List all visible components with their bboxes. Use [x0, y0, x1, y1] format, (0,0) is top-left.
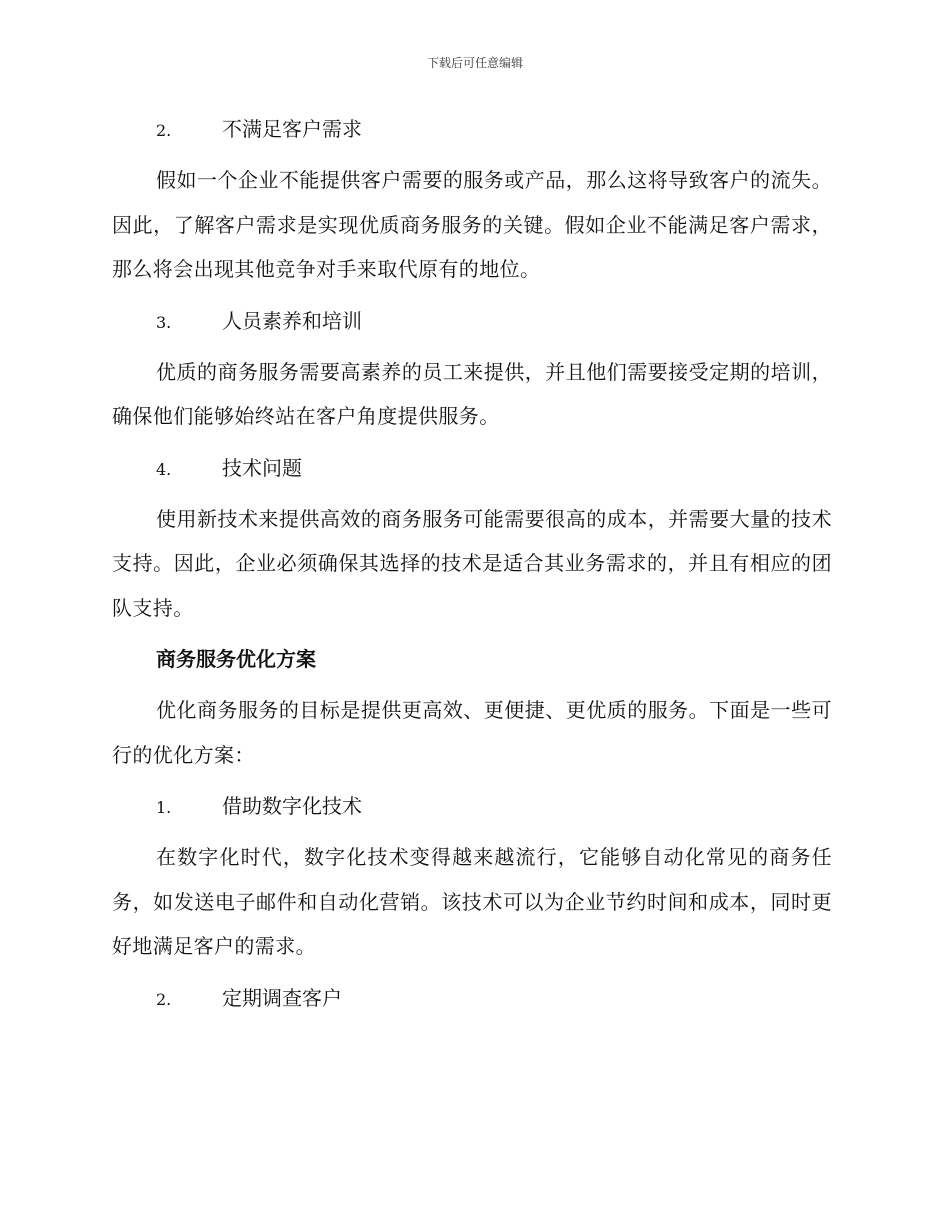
- document-body: [112, 112, 832, 1027]
- list-item-title: 技术问题: [222, 455, 302, 480]
- list-item-title: 不满足客户需求: [222, 117, 362, 141]
- paragraph: 优质的商务服务需要高素养的员工来提供，并且他们需要接受定期的培训，确保他们能够始终站在客户角度提供服务。: [112, 359, 832, 428]
- list-item-number: 2.: [156, 989, 172, 1009]
- list-item-title: 定期调查客户: [222, 985, 342, 1010]
- list-item-number: 1.: [156, 798, 172, 817]
- list-item-heading: [112, 451, 832, 485]
- paragraph: 优化商务服务的目标是提供更高效、更便捷、更优质的服务。下面是一些可行的优化方案：: [112, 698, 832, 767]
- list-item-number: 4.: [156, 459, 172, 479]
- list-item-number: 2.: [156, 121, 172, 140]
- list-item-heading: [112, 304, 832, 338]
- section-title: 商务服务优化方案: [156, 647, 316, 671]
- list-item-title: 借助数字化技术: [222, 794, 362, 818]
- page-header: 下载后可任意编辑: [426, 56, 523, 70]
- list-item-number: 3.: [156, 312, 172, 332]
- paragraph: 在数字化时代，数字化技术变得越来越流行，它能够自动化常见的商务任务，如发送电子邮件和自动化营销。该技术可以为企业节约时间和成本，同时更好地满足客户的需求。: [112, 845, 832, 958]
- list-item-title: 人员素养和培训: [222, 308, 362, 333]
- paragraph: 使用新技术来提供高效的商务服务可能需要很高的成本，并需要大量的技术支持。因此，企业必须确保其选择的技术是适合其业务需求的，并且有相应的团队支持。: [112, 506, 832, 620]
- list-item-heading: [112, 789, 832, 823]
- list-item-heading: [112, 981, 832, 1015]
- paragraph: 假如一个企业不能提供客户需要的服务或产品，那么这将导致客户的流失。因此，了解客户需求是实现优质商务服务的关键。假如企业不能满足客户需求，那么将会出现其他竞争对手来取代原有的地位。: [112, 168, 832, 281]
- list-item-heading: [112, 112, 832, 146]
